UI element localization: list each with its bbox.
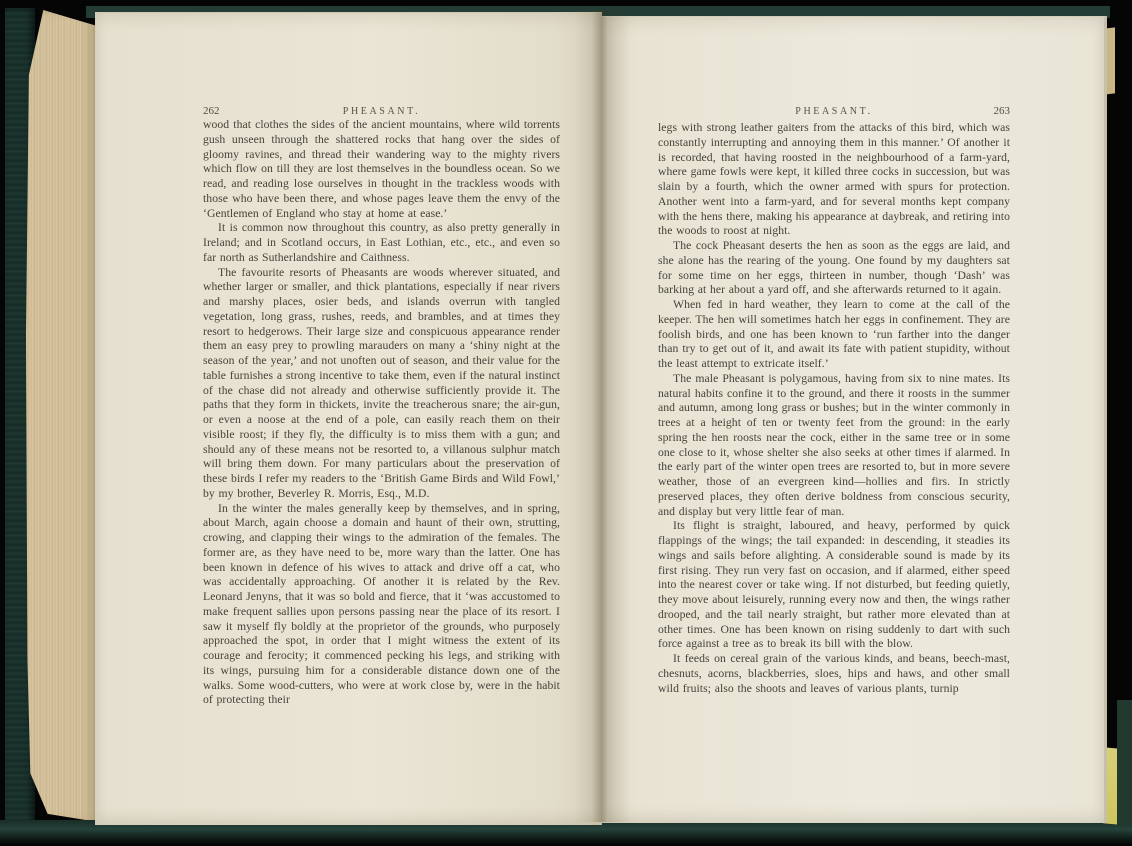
page-number: 263 — [993, 105, 1010, 117]
page-left — [95, 12, 602, 825]
paragraph: The male Pheasant is polygamous, having from six to nine mates. Its natural habits confine it to the ground, and there it roosts in the summer and autumn, among long grass or bushes; but in the winter commonly in trees at a height of ten or twenty feet from the ground: in the early spring the hen roosts near the cock, either in the same tree or in some one close to it, whose shelter she also seeks at other times if alarmed. In the early part of the winter open trees are resorted to, but in more severe weather, those of an evergreen kind—hollies and firs. In strictly preserved places, they often derive boldness from conscious security, and display but very little fear of man. — [658, 371, 1010, 518]
page-text-column — [658, 121, 1010, 696]
page-number: 262 — [203, 105, 220, 117]
page-text-column — [203, 118, 560, 708]
paragraph: The favourite resorts of Pheasants are woods wherever situated, and whether larger or smaller, and thick plantations, especially if near rivers and marshy places, osier beds, and islands overrun with tangled vegetation, long grass, rushes, reeds, and brambles, and at times they resort to hedgerows. Their large size and conspicuous appearance render them an easy prey to prowling marauders on many a ‘shiny night at the season of the year,’ and not unoften out of season, and their value for the table furnishes a strong incentive to take them, even if the natural instinct of the chase did not already and otherwise sufficiently provide it. The paths that they form in thickets, invite the treacherous snare; the air-gun, or even a noose at the end of a pole, can easily reach them on their visible roost; if they fly, the difficulty is to miss them with a gun; and should any of these means not be resorted to, a villanous sulphur match will bring them down. For many particulars about the preservation of these birds I refer my readers to the ‘British Game Birds and Wild Fowl,’ by my brother, Beverley R. Morris, Esq., M.D. — [203, 265, 560, 500]
paragraph: wood that clothes the sides of the ancient mountains, where wild torrents gush unseen through the shattered rocks that hang over the sides of gloomy ravines, and thread their wandering way to the mighty rivers which flow on till they are lost themselves in the boundless ocean. So we read, and reading lose ourselves in thought in the trackless woods with those who have been there, and whose pages leave them the envy of the ‘Gentlemen of England who stay at home at ease.’ — [203, 118, 560, 220]
paragraph: The cock Pheasant deserts the hen as soon as the eggs are laid, and she alone has the rearing of the young. One found by my daughters sat for some time on her eggs, thirteen in number, though ‘Dash’ was barking at her about a yard off, and she afterwards returned to it again. — [658, 239, 1010, 297]
paragraph: When fed in hard weather, they learn to come at the call of the keeper. The hen will sometimes hatch her eggs in confinement. They are foolish birds, and one has been known to ‘run farther into the danger than try to get out of it, and await its fate with patient stupidity, without the least attempt to extricate itself.’ — [658, 298, 1010, 370]
paragraph: Its flight is straight, laboured, and heavy, performed by quick flappings of the wings; the tail expanded: in descending, it steadies its wings and sails before alighting. A considerable sound is made by its first rising. They run very fast on occasion, and if alarmed, either speed into the nearest cover or take wing. If not disturbed, but feeding quietly, they move about leisurely, running every now and then, the wings rather drooped, and the tail nearly straight, but rather more elevated than at other times. One has been known on rising suddenly to dart with such force against a tree as to break its bill with the blow. — [658, 519, 1010, 651]
paragraph: It feeds on cereal grain of the various kinds, and beans, beech-mast, chesnuts, acorns, blackberries, sloes, hips and haws, and other small wild fruits; also the shoots and leaves of various plants, turnip — [658, 652, 1010, 695]
book-cover-right — [1117, 700, 1132, 826]
page-stack-fore-edge — [26, 10, 98, 822]
paragraph: In the winter the males generally keep by themselves, and in spring, about March, again choose a domain and haunt of their own, strutting, crowing, and clapping their wings to the admiration of the females. The former are, as they have need to be, more wary than the latter. One has been known in defence of his wives to attack and drive off a cat, who was accidentally approaching. Of another it is related by the Rev. Leonard Jenyns, that it was so bold and fierce, that it ‘was accustomed to make frequent sallies upon persons passing near the place of its resort. I saw it myself fly boldly at the proprietor of the grounds, who purposely approached the spot, in order that I might witness the extent of its courage and ferocity; it commenced pecking his legs, and striking with its wings, pursuing him for a considerable distance down one of the walks. Some wood-cutters, who were at work close by, were in the habit of protecting their — [203, 501, 560, 707]
page-right — [602, 16, 1107, 823]
running-head: PHEASANT. — [342, 106, 421, 117]
running-head: PHEASANT. — [795, 106, 873, 117]
paragraph: It is common now throughout this country, as also pretty generally in Ireland; and in Scotland occurs, in East Lothian, etc., etc., and even so far north as Sutherlandshire and Caithness. — [203, 221, 560, 264]
paragraph: legs with strong leather gaiters from the attacks of this bird, which was constantly interrupting and annoying them in this manner.’ Of another it is recorded, that having roosted in the neighbourhood of a farm-yard, where game fowls were kept, it killed three cocks in succession, but was slain by a fourth, which the owner armed with spurs for protection. Another went into a farm-yard, and for several months kept company with the hens there, making his appearance at daybreak, and retiring into the woods to roost at night. — [658, 121, 1010, 238]
